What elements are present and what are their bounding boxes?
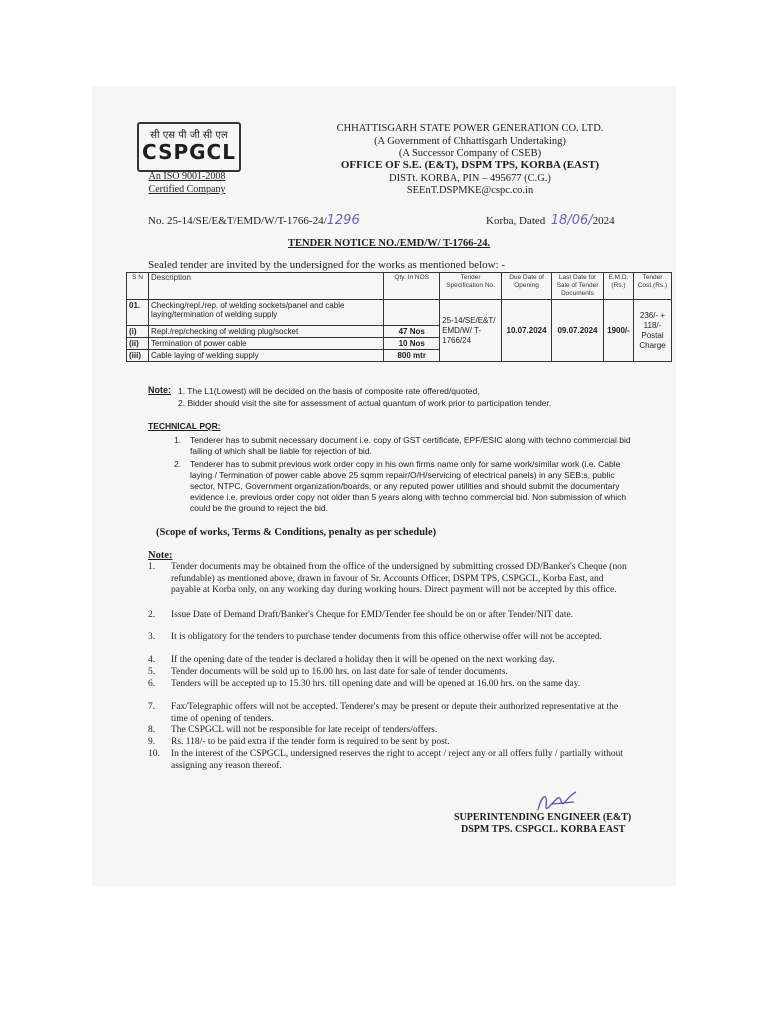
table-header-row — [127, 273, 672, 300]
note2-item — [148, 667, 632, 679]
table-row — [127, 300, 672, 326]
note2-num: 1. — [148, 562, 156, 572]
technical-pqr-label: TECHNICAL PQR: — [148, 421, 221, 431]
note2-num: 9. — [148, 737, 156, 747]
signatory-title: SUPERINTENDING ENGINEER (E&T) — [454, 812, 632, 823]
note2-num: 3. — [148, 632, 156, 642]
pqr-text-1: Tenderer has to submit necessary document i.e. copy of GST certificate, EPF/ESIC along with techno commercial bid failing of which shall be liable for rejection of bid. — [190, 435, 631, 456]
logo-abbreviation: CSPGCL — [142, 140, 236, 164]
spec-no-cell: 25-14/SE/E&T/ EMD/W/ T-1766/24 — [440, 300, 502, 362]
note2-text: It is obligatory for the tenders to purchase tender documents from this office otherwise offer will not be accepted. — [171, 632, 602, 642]
pqr-num-2: 2. — [174, 459, 182, 469]
col-header-cost: Tender Cost (Rs.) — [633, 273, 671, 300]
note2-num: 6. — [148, 679, 156, 689]
row-description: Repl./rep/checking of welding plug/socket — [148, 326, 383, 338]
note2-text: The CSPGCL will not be responsible for late receipt of tenders/offers. — [171, 725, 438, 735]
row-sn: 01. — [127, 300, 149, 326]
address-line: DISTt. KORBA, PIN – 495677 (C.G.) — [389, 173, 551, 184]
note2-text: Fax/Telegraphic offers will not be accepted. Tenderer's may be present or depute their authorized representative at the time of opening of tenders. — [171, 702, 619, 724]
col-header-sn: S N — [127, 273, 149, 300]
iso-caption-line1: An ISO 9001-2008 — [148, 171, 226, 182]
note2-item — [148, 562, 632, 610]
note2-text: In the interest of the CSPGCL, undersigned reserves the right to accept / reject any or all offers fully / partially without assigning any reason thereof. — [171, 749, 624, 771]
handwritten-number: 1296 — [326, 213, 360, 228]
reference-number: No. 25-14/SE/E&T/EMD/W/T-1766-24/1296 — [148, 213, 360, 228]
row-qty: 10 Nos — [384, 338, 440, 350]
note2-text: Tender documents will be sold up to 16.00 hrs. on last date for sale of tender documents. — [171, 667, 508, 677]
tender-cost-cell: 236/- + 118/- Postal Charge — [633, 300, 671, 362]
note2-item — [148, 655, 632, 667]
note2-num: 10. — [148, 749, 160, 759]
col-header-due-date: Due Date of Opening — [502, 273, 552, 300]
row-qty: 47 Nos — [384, 326, 440, 338]
row-qty: 800 mtr — [384, 350, 440, 362]
col-header-spec: Tender Specification No. — [440, 273, 502, 300]
iso-caption-line2: Certified Company — [148, 184, 226, 195]
row-sn: (i) — [127, 326, 149, 338]
col-header-qty: Qty. In NOS — [384, 273, 440, 300]
note2-item — [148, 749, 632, 773]
logo-hindi-text: सी एस पी जी सी एल — [150, 130, 228, 141]
note2-text: Tender documents may be obtained from the office of the undersigned by submitting crossed DD/Banker's Cheque (non refundable) as mentioned above, drawn in favour of Sr. Accounts Officer, DSPM TPS, CSPGCL, Korba East, and payable at Korba only, on any working day during working hours. Direct payment will not be accepted by this office. — [171, 562, 627, 595]
col-header-description: Description — [148, 273, 383, 300]
pqr-text-2: Tenderer has to submit previous work order copy in his own firms name only for same work/similar work (i.e. Cable laying / Termination of power cable above 25 sqmm repair/O/H/servicing of electrical panels) in any SEB:s, public sector, NTPC, Government organization/boards, or any reputed power utilities and should submit the documentary evidence i.e. previous order copy not older than 5 years along with techno commercial bid. Non submission of which could be the ground to reject the bid. — [190, 459, 627, 513]
emd-cell: 1900/- — [603, 300, 633, 362]
tender-table — [126, 272, 672, 362]
tender-notice-title: TENDER NOTICE NO./EMD/W/ T-1766-24. — [288, 238, 491, 249]
handwritten-date: 18/06/ — [550, 213, 593, 228]
note2-text: Issue Date of Demand Draft/Banker's Cheque for EMD/Tender fee should be on or after Tender/NIT date. — [171, 610, 574, 620]
note2-num: 4. — [148, 655, 156, 665]
note2-num: 8. — [148, 725, 156, 735]
note2-item — [148, 737, 632, 749]
row-sn: (ii) — [127, 338, 149, 350]
note2-label: Note: — [148, 550, 173, 561]
note2-text: Tenders will be accepted up to 15.30 hrs. till opening date and will be opened at 16.00 hrs. on the same day. — [171, 679, 581, 689]
row-sn: (iii) — [127, 350, 149, 362]
col-header-last-date: Last Date for Sale of Tender Documents — [552, 273, 604, 300]
note2-text: Rs. 118/- to be paid extra if the tender form is required to be sent by post. — [171, 737, 450, 747]
intro-text: Sealed tender are invited by the undersigned for the works as mentioned below: - — [148, 259, 506, 271]
note2-num: 7. — [148, 702, 156, 712]
col-header-emd: E.M.D. (Rs.) — [603, 273, 633, 300]
govt-undertaking-line: (A Government of Chhattisgarh Undertaking) — [374, 136, 566, 147]
note2-item — [148, 725, 632, 737]
note2-num: 5. — [148, 667, 156, 677]
row-description: Termination of power cable — [148, 338, 383, 350]
pqr-num-1: 1. — [174, 435, 182, 445]
company-name: CHHATTISGARH STATE POWER GENERATION CO. LTD. — [336, 123, 604, 134]
scope-line: (Scope of works, Terms & Conditions, penalty as per schedule) — [156, 527, 437, 538]
last-date-cell: 09.07.2024 — [552, 300, 604, 362]
due-date-cell: 10.07.2024 — [502, 300, 552, 362]
note1-label: Note: — [148, 385, 171, 395]
row-description: Checking/repl./rep. of welding sockets/panel and cable laying/termination of welding supply — [148, 300, 383, 326]
note1-item-2: 2. Bidder should visit the site for assessment of actual quantum of work prior to participation tender. — [178, 398, 552, 408]
email-line: SEEnT.DSPMKE@cspc.co.in — [406, 185, 534, 196]
place-date: Korba, Dated 18/06/2024 — [486, 213, 615, 228]
note2-item — [148, 610, 632, 634]
row-description: Cable laying of welding supply — [148, 350, 383, 362]
note2-text: If the opening date of the tender is declared a holiday then it will be opened on the next working day. — [171, 655, 555, 665]
office-line: OFFICE OF S.E. (E&T), DSPM TPS, KORBA (EAST) — [340, 159, 600, 171]
row-qty — [384, 300, 440, 326]
note2-item — [148, 632, 632, 656]
company-logo — [137, 122, 241, 172]
note2-item — [148, 679, 632, 703]
note2-item — [148, 702, 632, 726]
note2-num: 2. — [148, 610, 156, 620]
note1-item-1: 1. The L1(Lowest) will be decided on the basis of composite rate offered/quoted, — [178, 386, 480, 396]
successor-line: (A Successor Company of CSEB) — [398, 148, 542, 159]
signatory-office: DSPM TPS. CSPGCL. KORBA EAST — [461, 824, 626, 835]
